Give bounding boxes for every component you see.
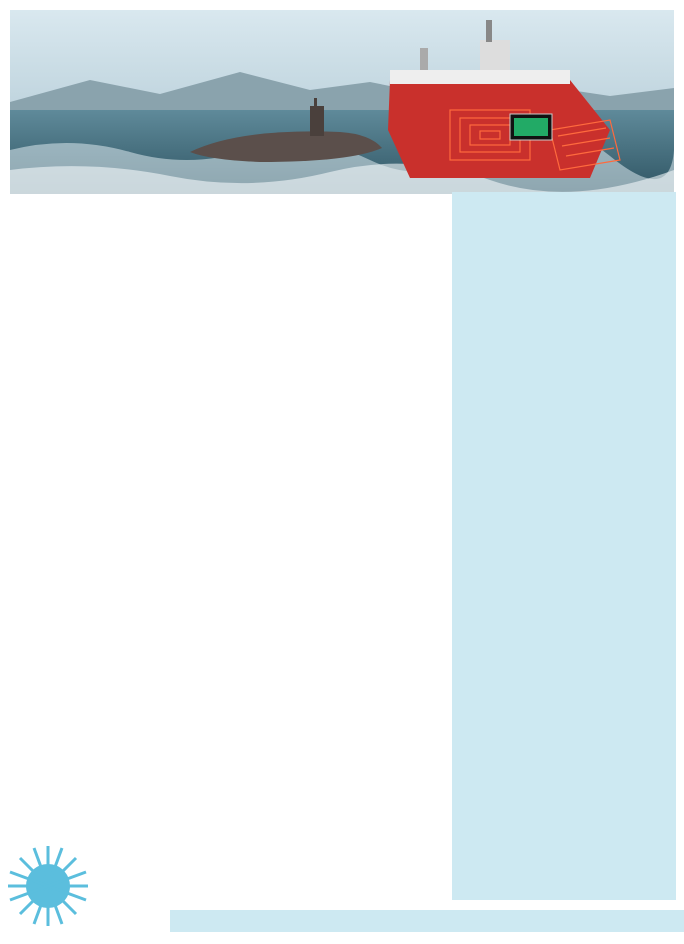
page-footer: [0, 900, 684, 944]
footer-band: [170, 910, 684, 932]
editorial-sidebar: [452, 192, 676, 900]
ships-sea-illustration-icon: [10, 10, 674, 194]
cover-illustration: [10, 10, 674, 194]
